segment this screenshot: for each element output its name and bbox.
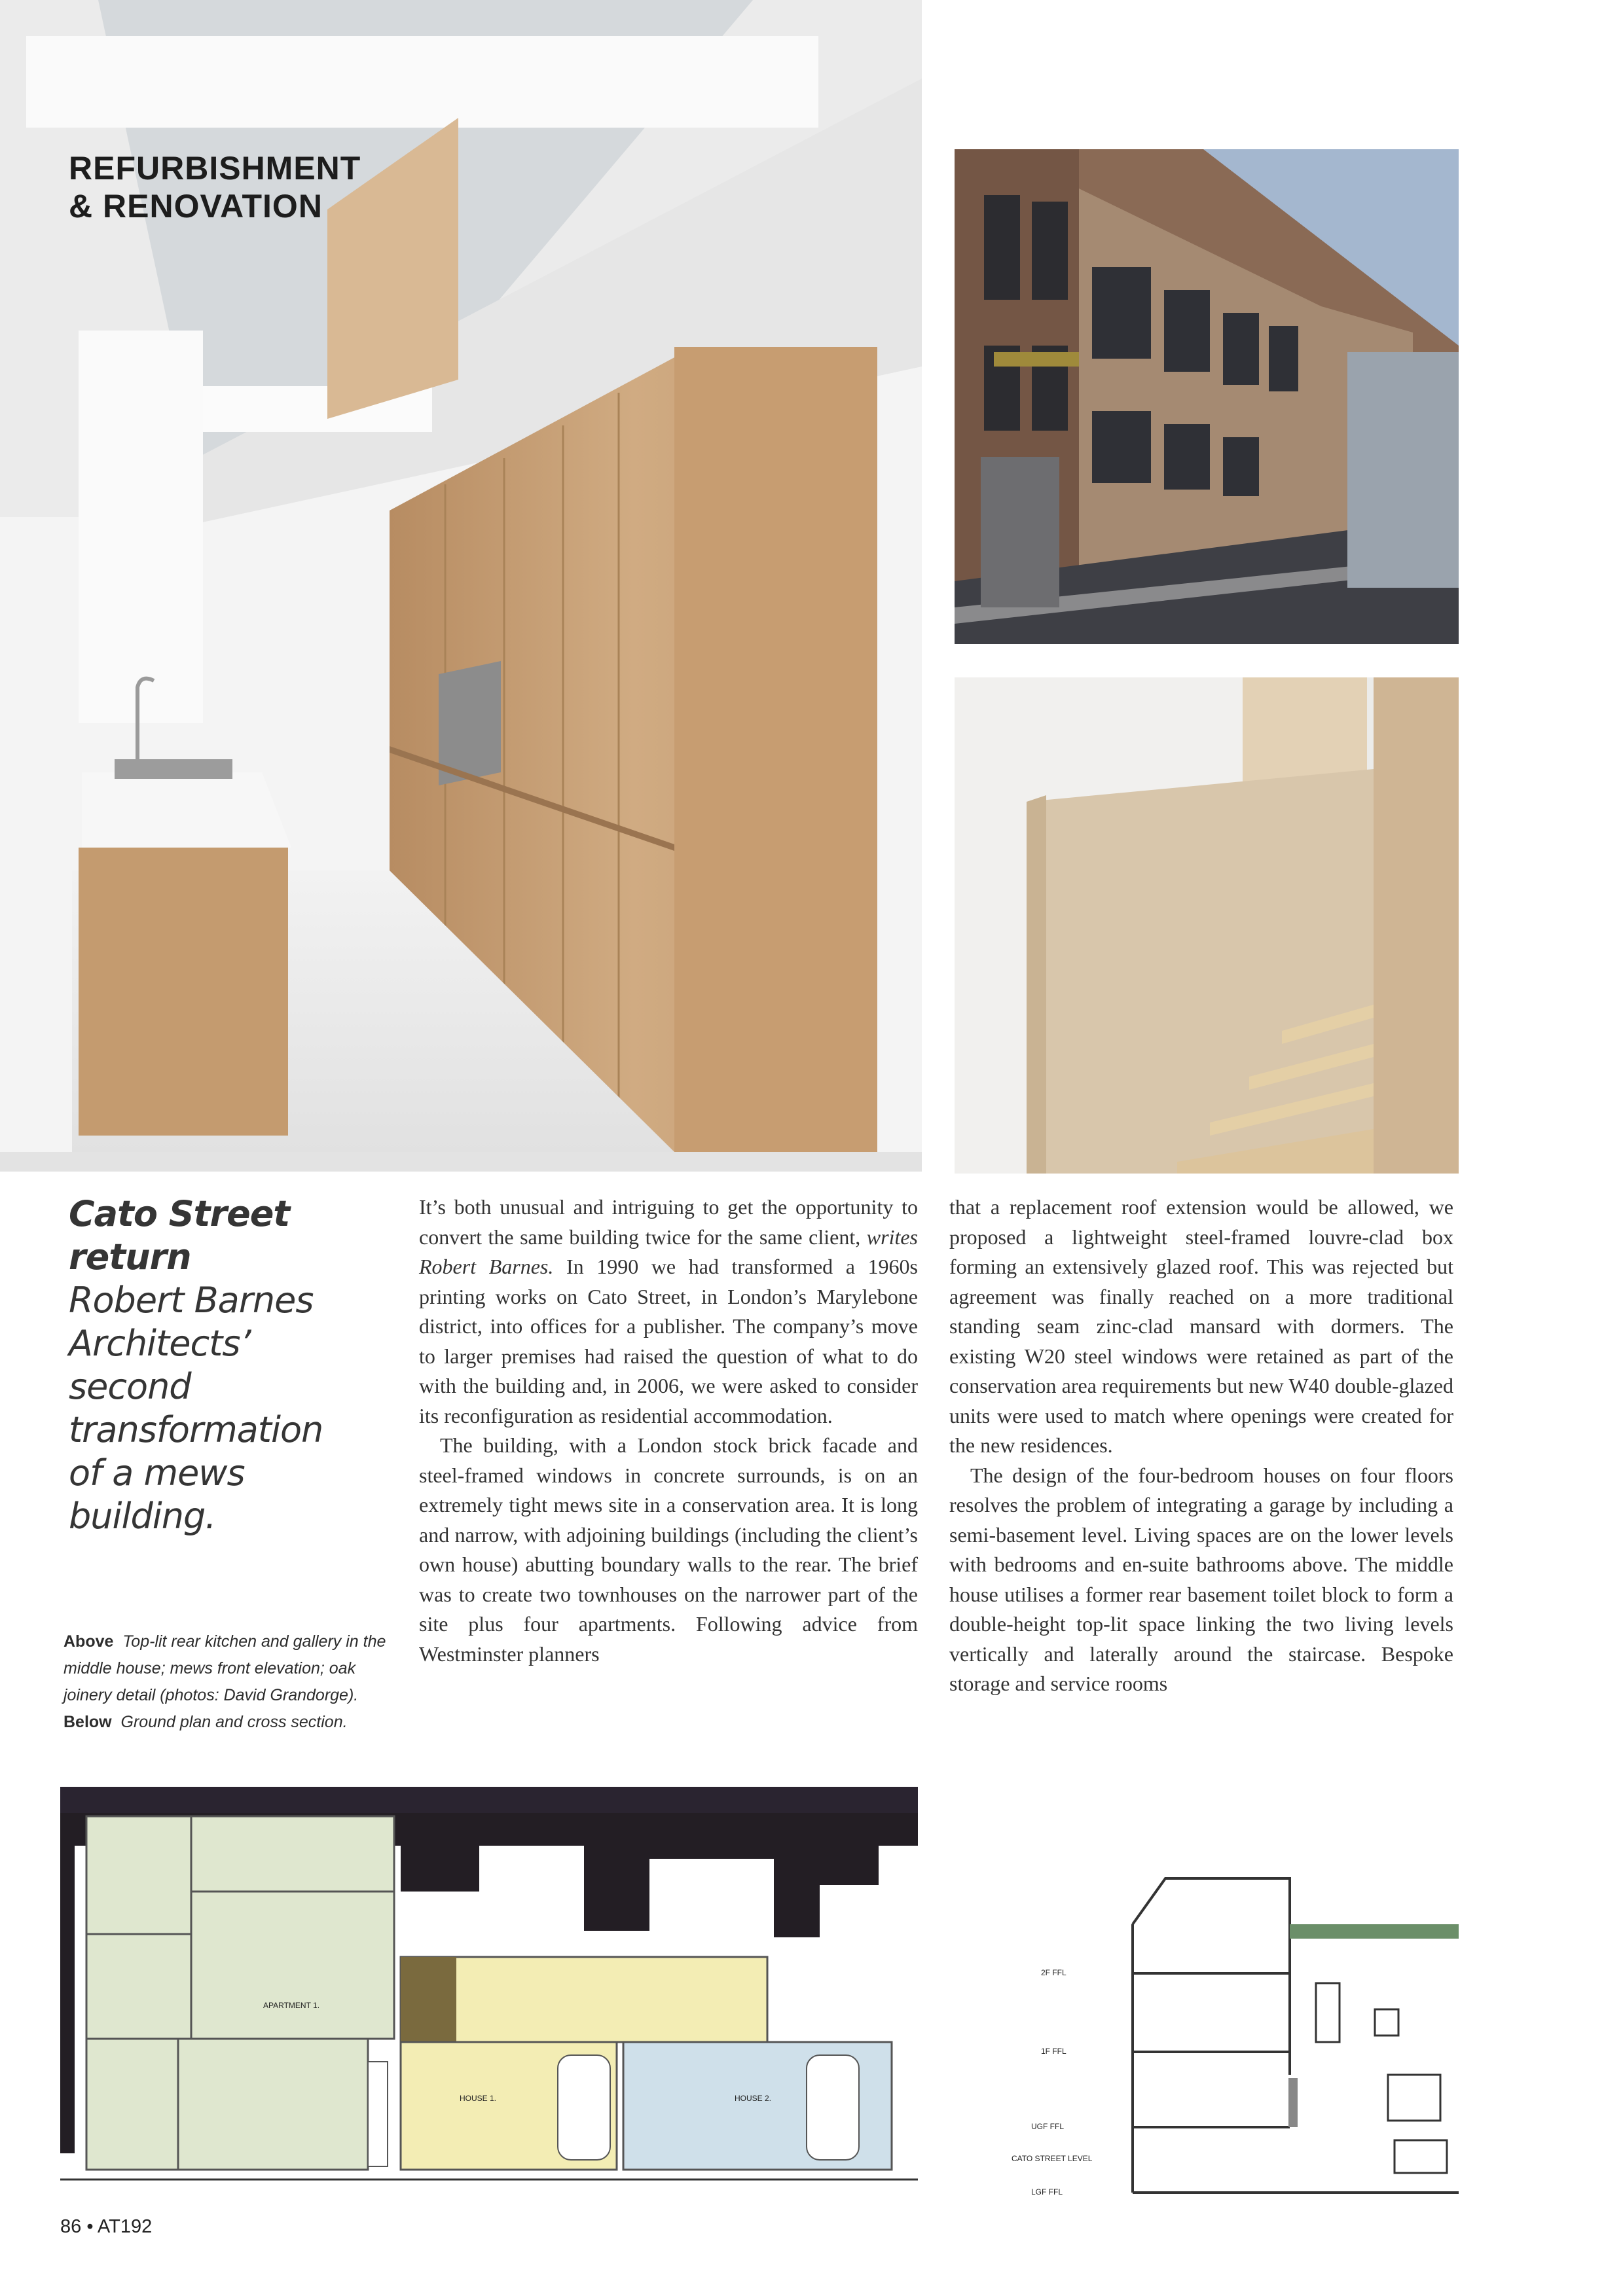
paragraph-text: It’s both unusual and intriguing to get the opportunity to convert the same building twice for the same client,: [419, 1195, 918, 1249]
section-tag-line1: REFURBISHMENT: [69, 150, 361, 187]
section-label-1f: 1F FFL: [1041, 2047, 1067, 2056]
standfirst-line-4: of a mews building.: [69, 1452, 245, 1537]
article-paragraph: The design of the four-bedroom houses on four floors resolves the problem of integrating a garage by including a semi-basement level. Living spaces are on the lower levels with bedrooms and en-suite bathrooms above. The middle house utilises a former rear basement toilet block to form a double-height top-lit space linking the two living levels vertically and laterally around the staircase. Bespoke storage and service rooms: [949, 1463, 1453, 1695]
byline: writes Robert Barnes.: [419, 1225, 918, 1278]
article-paragraph: that a replacement roof extension would be allowed, we proposed a lightweight steel-framed louvre-clad box forming an extensively glazed roof. This was rejected but agreement was finally reached on a more traditional standing seam zinc-clad mansard with dormers. The existing W20 steel windows were retained as part of the conservation area requirements but new W40 double-glazed units were used to match where openings were created for the new residences.: [949, 1195, 1453, 1457]
caption-above-label: Above: [64, 1632, 114, 1651]
article-column-1: [419, 1193, 918, 1669]
paragraph-text: In 1990 we had transformed a 1960s printing works on Cato Street, in London’s Marylebone district, into offices for a publisher. The company’s move to larger premises had raised the question of what to do with the building and, in 2006, we were asked to consider its reconfiguration as residential accommodation.: [419, 1255, 919, 1427]
section-label-2f: 2F FFL: [1041, 1968, 1067, 1977]
article-paragraph: [419, 1193, 918, 1431]
plan-label-house2: HOUSE 2.: [735, 2094, 772, 2103]
standfirst-line-2: Architects’ second: [69, 1323, 251, 1407]
oak-joinery-photo: [955, 677, 1459, 1174]
article-paragraph: The building, with a London stock brick facade and steel-framed windows in concrete surrounds, is on an extremely tight mews site in a conservation area. It is long and narrow, with adjoining buildings (including the client’s own house) abutting boundary walls to the rear. The brief was to create two townhouses on the narrower part of the site plus four apartments. Following advice from Westminster planners: [419, 1433, 918, 1666]
caption-below-label: Below: [64, 1713, 112, 1731]
section-tag: [69, 149, 361, 225]
ground-plan-drawing: [60, 1787, 918, 2196]
article-title: Cato Street return: [69, 1193, 290, 1278]
section-label-ugf: UGF FFL: [1031, 2122, 1064, 2131]
section-label-street: CATO STREET LEVEL: [1012, 2154, 1093, 2163]
caption-below-text: Ground plan and cross section.: [120, 1713, 348, 1731]
plan-label-apartment: APARTMENT 1.: [263, 2001, 320, 2010]
street-elevation-photo: [955, 149, 1459, 644]
caption-above-text: Top-lit rear kitchen and gallery in the middle house; mews front elevation; oak joinery detail (photos: David Grandorge).: [64, 1632, 386, 1704]
cross-section-drawing: [949, 1787, 1459, 2206]
plan-label-house1: HOUSE 1.: [460, 2094, 497, 2103]
page-folio: 86 • AT192: [60, 2216, 153, 2237]
photo-caption: [64, 1628, 391, 1736]
standfirst-line-3: transformation: [69, 1409, 323, 1450]
section-label-lgf: LGF FFL: [1031, 2187, 1063, 2197]
section-tag-line2: & RENOVATION: [69, 188, 323, 224]
standfirst-line-1: Robert Barnes: [69, 1280, 314, 1321]
article-standfirst: [69, 1193, 383, 1538]
article-column-2: [949, 1193, 1453, 1699]
